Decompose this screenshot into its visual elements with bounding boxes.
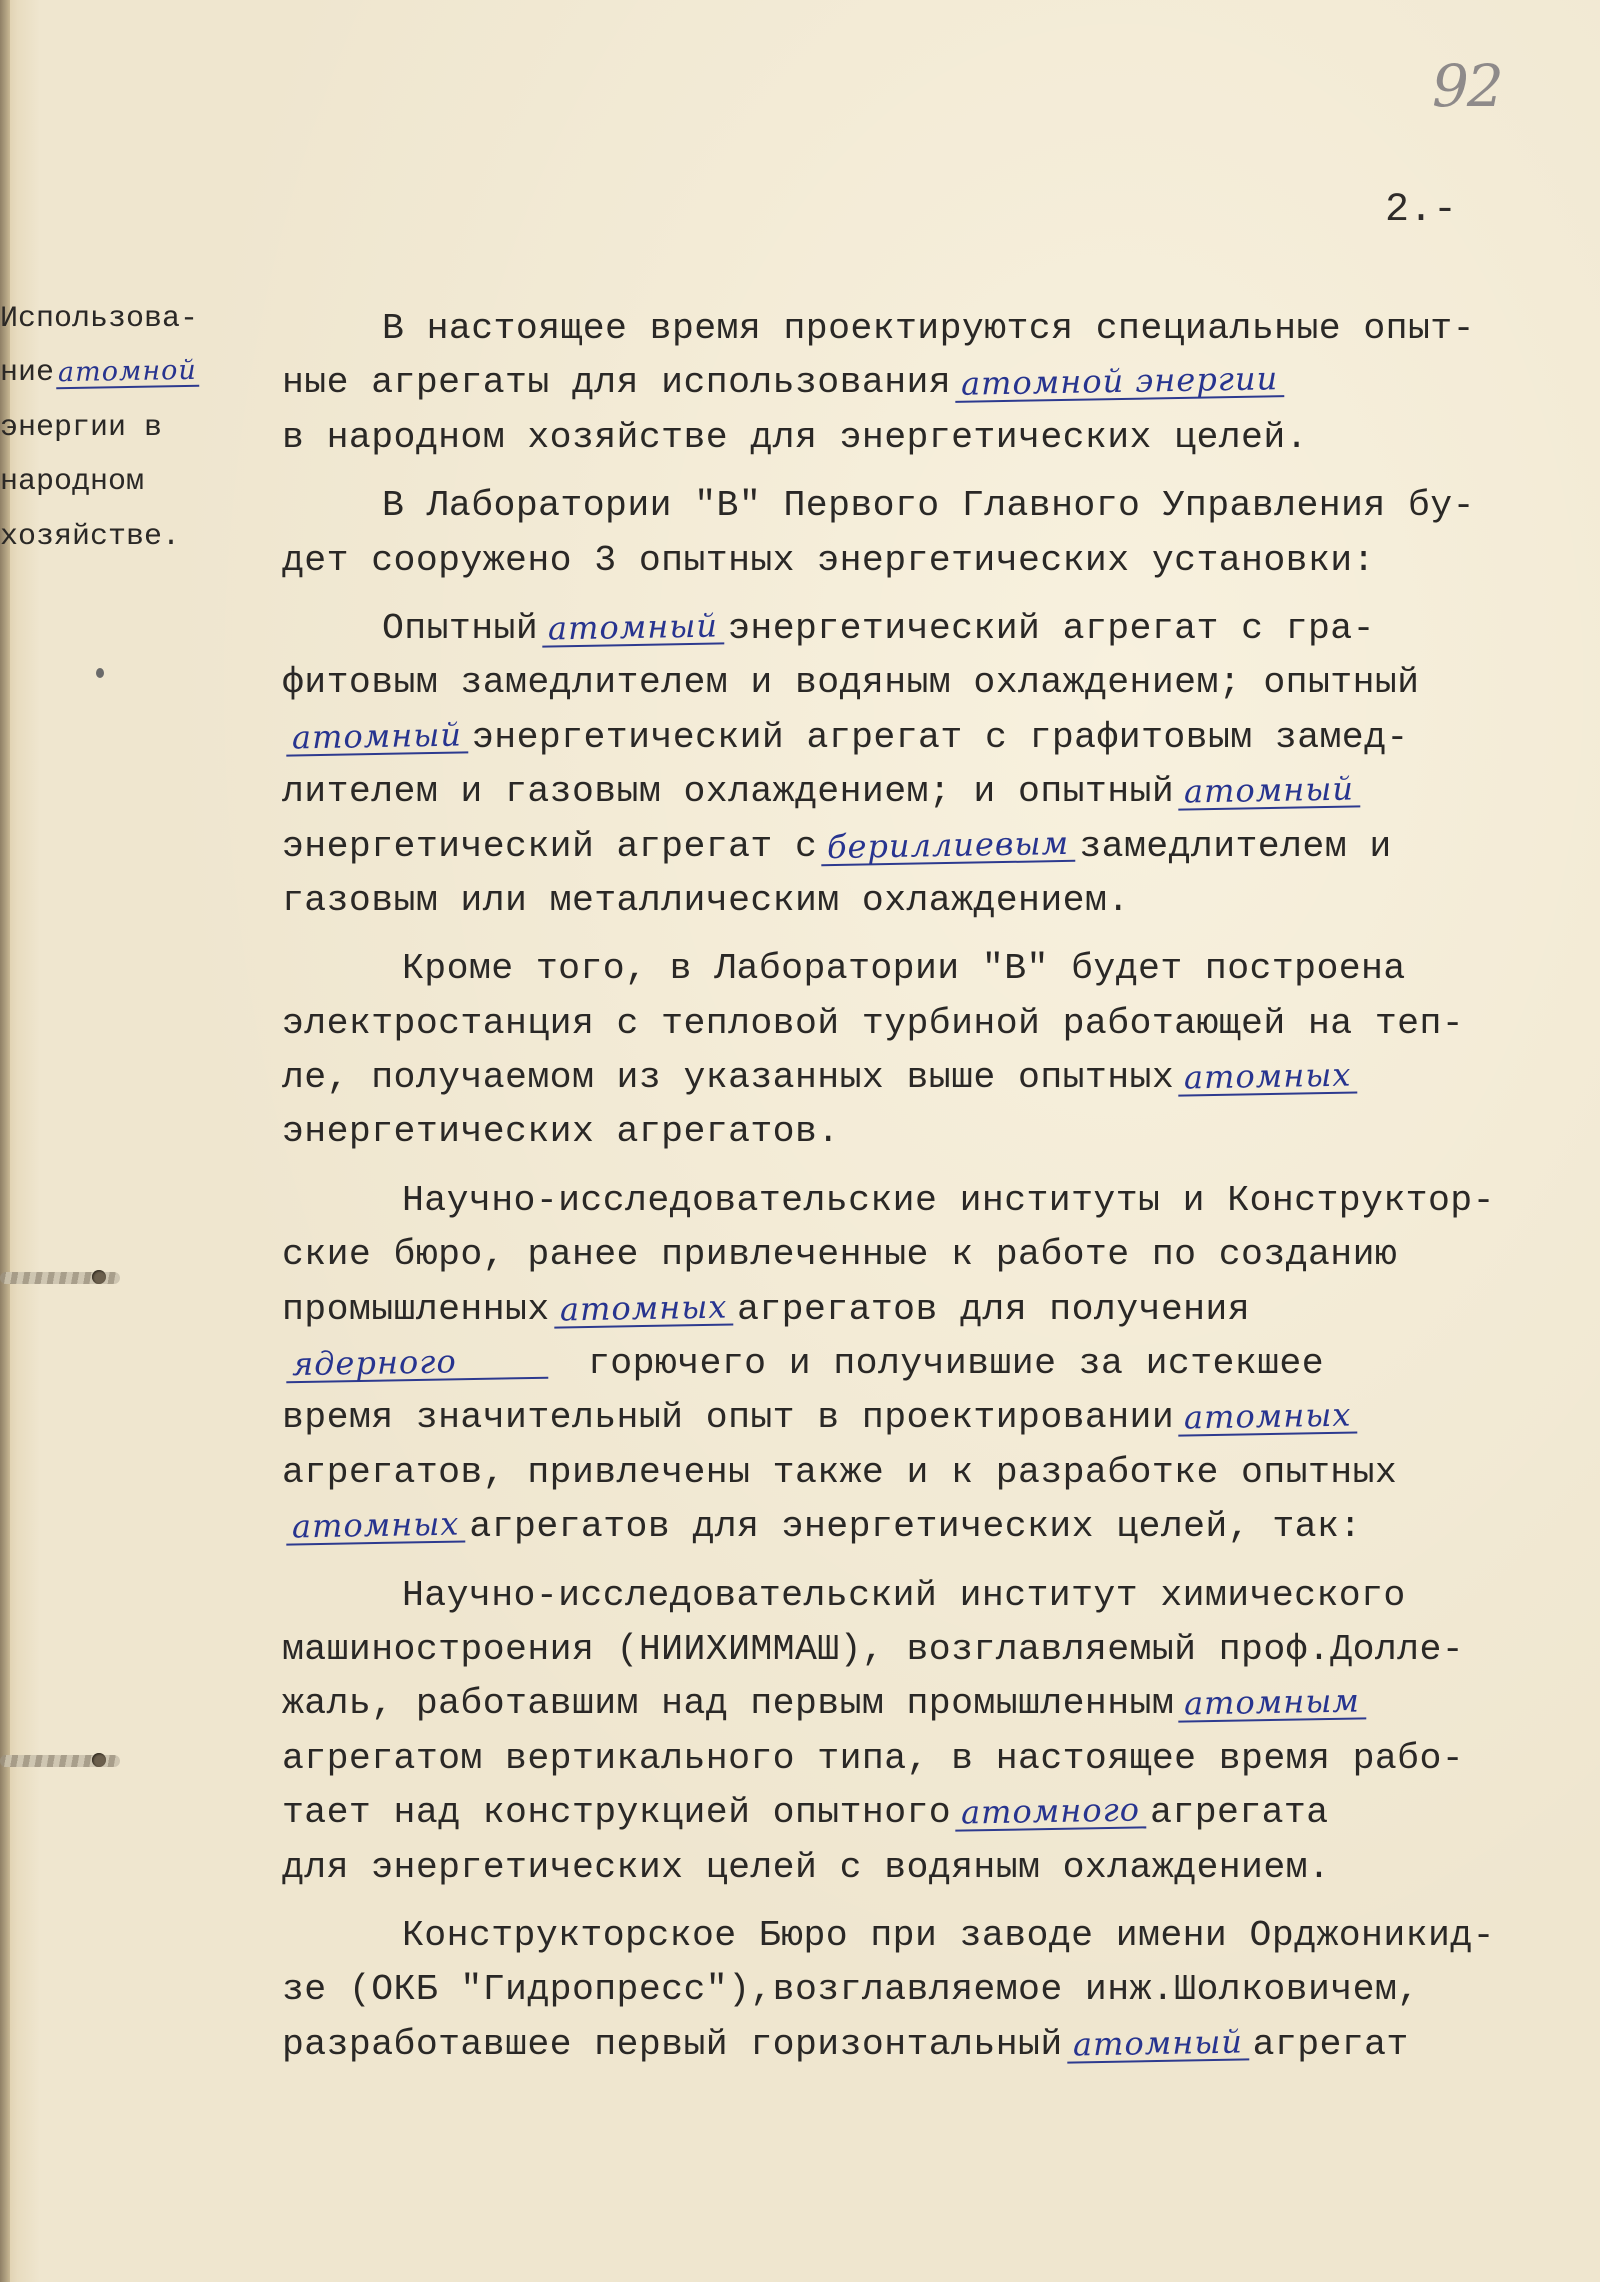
text-line xyxy=(282,1105,1582,1159)
typed-text: В Лаборатории "В" Первого Главного Управления бу- xyxy=(382,485,1475,527)
typed-text: тает над конструкцией опытного xyxy=(282,1792,952,1834)
paragraph-gap xyxy=(282,1895,1582,1909)
page-number: 2.- xyxy=(1385,188,1458,233)
typed-text: агрегата xyxy=(1150,1792,1329,1834)
typed-text: энергетических агрегатов. xyxy=(282,1111,840,1153)
handwritten-insertion: бериллиевым xyxy=(821,825,1076,865)
handwritten-insertion: атомный xyxy=(1178,772,1361,811)
paper-speck xyxy=(96,668,104,678)
typed-text: лителем и газовым охлаждением; и опытный xyxy=(282,771,1175,813)
text-line xyxy=(282,765,1582,819)
margin-note-line: энергии в xyxy=(0,410,163,445)
typed-text: агрегатом вертикального типа, в настоящее время рабо- xyxy=(282,1737,1465,1779)
text-line xyxy=(282,602,1582,656)
text-line xyxy=(282,1677,1582,1731)
text-line xyxy=(282,1446,1582,1500)
typed-text: агрегатов, привлечены также и к разработке опытных xyxy=(282,1451,1398,1493)
text-line xyxy=(282,411,1582,465)
binding-hole xyxy=(92,1753,106,1767)
handwritten-insertion: атомный xyxy=(542,608,725,647)
paragraph-gap xyxy=(282,1160,1582,1174)
typed-text: зе (ОКБ "Гидропресс"),возглавляемое инж.Шолковичем, xyxy=(282,1969,1420,2011)
handwritten-insertion: атомного xyxy=(955,1792,1147,1831)
typed-text: Конструкторское Бюро при заводе имени Орджоникид- xyxy=(402,1914,1495,1956)
typed-text: промышленных xyxy=(282,1288,550,1330)
text-line xyxy=(282,820,1582,874)
typed-text: электростанция с тепловой турбиной работающей на теп- xyxy=(282,1002,1465,1044)
typed-text: разработавшее первый горизонтальный xyxy=(282,2023,1063,2065)
typed-text: время значительный опыт в проектировании xyxy=(282,1397,1175,1439)
text-line xyxy=(282,1174,1582,1228)
handwritten-insertion: атомных xyxy=(1178,1398,1358,1437)
margin-note-line: народном xyxy=(0,465,145,500)
typed-text: агрегат xyxy=(1252,2023,1409,2065)
margin-note-line xyxy=(0,354,270,408)
typed-text: дет сооружено 3 опытных энергетических установки: xyxy=(282,539,1375,581)
text-line xyxy=(282,302,1582,356)
paragraph-gap xyxy=(282,928,1582,942)
typed-text: фитовым замедлителем и водяным охлаждением; опытный xyxy=(282,662,1420,704)
typed-text: машиностроения (НИИХИММАШ), возглавляемый проф.Долле- xyxy=(282,1628,1465,1670)
text-line xyxy=(282,1500,1582,1554)
binding-hole xyxy=(92,1270,106,1284)
margin-note-text: ние xyxy=(0,356,55,391)
text-line xyxy=(282,1732,1582,1786)
typed-text: Кроме того, в Лаборатории "В" будет построена xyxy=(402,948,1406,990)
text-line xyxy=(282,1623,1582,1677)
text-line xyxy=(282,1051,1582,1105)
paragraph-gap xyxy=(282,588,1582,602)
paragraph-gap xyxy=(282,465,1582,479)
archive-folio-number: 92 xyxy=(1432,52,1502,120)
typed-text: горючего и получившие за истекшее xyxy=(588,1343,1325,1385)
typed-text: в народном хозяйстве для энергетических целей. xyxy=(282,416,1308,458)
typed-text: В настоящее время проектируются специальные опыт- xyxy=(382,308,1475,349)
typed-text: замедлителем и xyxy=(1079,825,1392,867)
text-line xyxy=(282,356,1582,410)
typed-text: Опытный xyxy=(382,607,539,649)
text-line xyxy=(282,1786,1582,1840)
typed-text: ские бюро, ранее привлеченные к работе по созданию xyxy=(282,1234,1398,1276)
paragraph-gap xyxy=(282,1555,1582,1569)
text-line xyxy=(282,942,1582,996)
handwritten-insertion: атомной xyxy=(56,357,199,389)
typed-text: жаль, работавшим над первым промышленным xyxy=(282,1683,1175,1725)
margin-note xyxy=(0,300,270,572)
typed-text: ные агрегаты для использования xyxy=(282,362,952,404)
text-line xyxy=(282,2018,1582,2072)
handwritten-insertion: атомный xyxy=(286,717,469,756)
typed-text: агрегатов для получения xyxy=(737,1288,1251,1330)
document-body xyxy=(282,302,1582,2072)
handwritten-insertion: атомным xyxy=(1178,1684,1366,1723)
text-line xyxy=(282,479,1582,533)
handwritten-insertion: атомной энергии xyxy=(955,362,1285,404)
handwritten-insertion: атомных xyxy=(1178,1058,1358,1097)
handwritten-insertion: атомных xyxy=(286,1507,466,1546)
typed-text: для энергетических целей с водяным охлаждением. xyxy=(282,1846,1331,1888)
text-line xyxy=(282,1391,1582,1445)
margin-note-line: хозяйстве. xyxy=(0,519,181,554)
text-line xyxy=(282,656,1582,710)
text-line xyxy=(282,1569,1582,1623)
text-line xyxy=(282,997,1582,1051)
text-line xyxy=(282,711,1582,765)
typed-text: ле, получаемом из указанных выше опытных xyxy=(282,1057,1175,1099)
text-line xyxy=(282,1337,1582,1391)
typed-text: агрегатов для энергетических целей, так: xyxy=(469,1506,1362,1548)
text-line xyxy=(282,1963,1582,2017)
typed-text: энергетический агрегат с гра- xyxy=(728,607,1375,649)
typed-text: Научно-исследовательские институты и Конструктор- xyxy=(402,1179,1495,1221)
typed-text: энергетический агрегат с xyxy=(282,825,818,867)
handwritten-insertion: атомный xyxy=(1066,2024,1249,2063)
text-line xyxy=(282,874,1582,928)
typed-text: энергетический агрегат с графитовым замед- xyxy=(471,716,1409,758)
typed-text: газовым или металлическим охлаждением. xyxy=(282,879,1130,921)
text-line xyxy=(282,1283,1582,1337)
handwritten-insertion: ядерного xyxy=(286,1343,549,1384)
text-line xyxy=(282,1841,1582,1895)
text-line xyxy=(282,1909,1582,1963)
text-line xyxy=(282,1228,1582,1282)
handwritten-insertion: атомных xyxy=(553,1289,733,1328)
margin-note-line: Использова- xyxy=(0,302,199,336)
text-line xyxy=(282,534,1582,588)
typed-text: Научно-исследовательский институт химического xyxy=(402,1574,1406,1616)
